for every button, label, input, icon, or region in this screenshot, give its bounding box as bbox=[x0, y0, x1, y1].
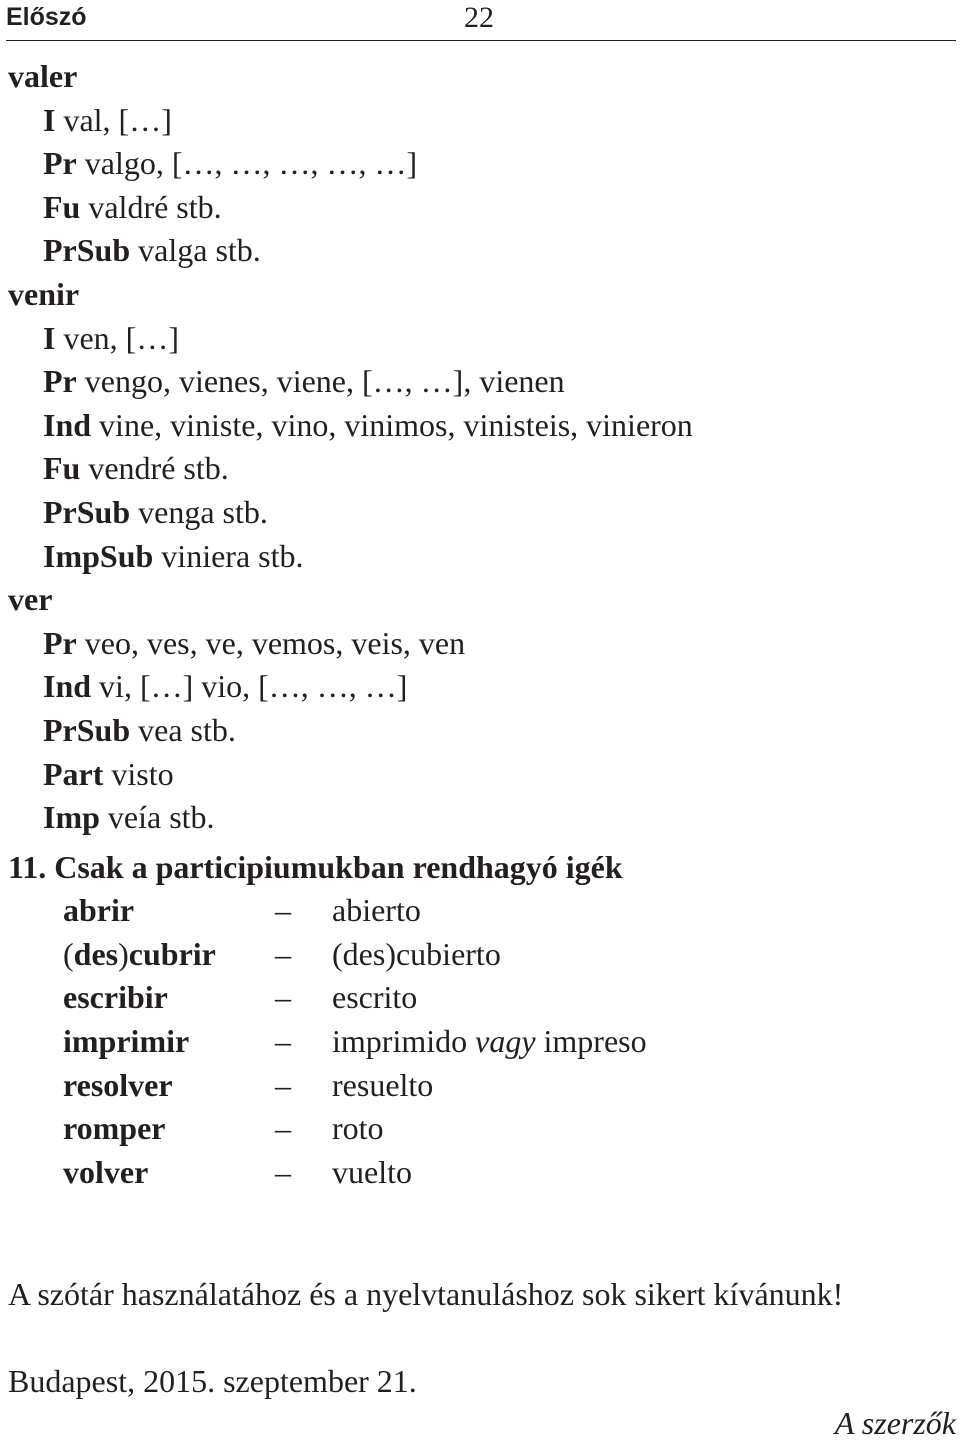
verb-form bbox=[8, 796, 958, 840]
participle: (des)cubierto bbox=[332, 935, 501, 972]
dash: – bbox=[275, 935, 291, 972]
dash: – bbox=[275, 1023, 291, 1060]
form-text: veía stb. bbox=[107, 799, 215, 836]
form-tag: Pr bbox=[43, 145, 77, 182]
section-heading bbox=[8, 846, 958, 890]
verb-form bbox=[8, 535, 958, 579]
form-text: vea stb. bbox=[138, 711, 236, 748]
participle-alt: impreso bbox=[543, 1023, 647, 1060]
form-text: vengo, vienes, viene, […, …], vienen bbox=[84, 363, 565, 400]
participle-row bbox=[8, 1020, 958, 1064]
verb-form bbox=[8, 99, 958, 143]
participle-main: imprimido bbox=[332, 1023, 468, 1060]
verb-lemma-ver: ver bbox=[8, 581, 53, 618]
form-tag: Fu bbox=[43, 188, 81, 225]
form-tag: Imp bbox=[43, 799, 100, 836]
form-text: valgo, […, …, …, …, …] bbox=[84, 145, 418, 182]
verb-form bbox=[8, 709, 958, 753]
form-text: viniera stb. bbox=[161, 537, 304, 574]
participle: abierto bbox=[332, 892, 421, 929]
infinitive-stem: cubrir bbox=[128, 935, 216, 972]
participle bbox=[332, 1020, 647, 1064]
infinitive: escribir bbox=[63, 979, 168, 1016]
infinitive-prefix: des bbox=[73, 935, 119, 972]
form-tag: Ind bbox=[43, 406, 92, 443]
infinitive: imprimir bbox=[63, 1023, 190, 1060]
form-text: vine, viniste, vino, vinimos, vinisteis, vinieron bbox=[99, 406, 693, 443]
form-tag: Pr bbox=[43, 363, 77, 400]
verb-form bbox=[8, 142, 958, 186]
form-tag: Ind bbox=[43, 668, 92, 705]
infinitive: (des)cubrir bbox=[63, 935, 216, 972]
participle: resuelto bbox=[332, 1066, 434, 1103]
participle-row bbox=[8, 1107, 958, 1151]
dash: – bbox=[275, 1110, 291, 1147]
verb-form bbox=[8, 229, 958, 273]
participle-row bbox=[8, 889, 958, 933]
verb-form bbox=[8, 317, 958, 361]
form-tag: I bbox=[43, 319, 56, 356]
or-word: vagy bbox=[475, 1023, 536, 1060]
form-tag: PrSub bbox=[43, 493, 131, 530]
form-text: veo, ves, ve, vemos, veis, ven bbox=[84, 624, 466, 661]
form-text: vendré stb. bbox=[88, 450, 229, 487]
signature: A szerzők bbox=[834, 1405, 956, 1441]
dash: – bbox=[275, 892, 291, 929]
verb-form bbox=[8, 622, 958, 666]
form-text: valdré stb. bbox=[88, 188, 222, 225]
verb-form bbox=[8, 447, 958, 491]
participle-row bbox=[8, 933, 958, 977]
section-title: Előszó bbox=[6, 3, 87, 31]
form-text: val, […] bbox=[63, 101, 172, 138]
verb-lemma-valer: valer bbox=[8, 58, 78, 94]
closing-wish: A szótár használatához és a nyelvtanuláshoz sok sikert kívánunk! bbox=[8, 1276, 844, 1312]
running-header bbox=[6, 0, 956, 41]
form-text: valga stb. bbox=[138, 232, 261, 269]
infinitive: romper bbox=[63, 1110, 166, 1147]
participle: vuelto bbox=[332, 1153, 412, 1190]
participle: escrito bbox=[332, 979, 418, 1016]
participle-row bbox=[8, 1151, 958, 1195]
participle-row bbox=[8, 976, 958, 1020]
page-number: 22 bbox=[464, 1, 494, 34]
place-date: Budapest, 2015. szeptember 21. bbox=[8, 1363, 417, 1399]
dash: – bbox=[275, 1153, 291, 1190]
infinitive: volver bbox=[63, 1153, 149, 1190]
form-tag: PrSub bbox=[43, 711, 131, 748]
form-text: venga stb. bbox=[138, 493, 268, 530]
infinitive: resolver bbox=[63, 1066, 173, 1103]
participle-row bbox=[8, 1064, 958, 1108]
verb-form bbox=[8, 186, 958, 230]
form-tag: I bbox=[43, 101, 56, 138]
verb-form bbox=[8, 360, 958, 404]
section-title-text: Csak a participiumukban rendhagyó igék bbox=[54, 848, 623, 885]
verb-lemma-venir: venir bbox=[8, 275, 80, 312]
participle: roto bbox=[332, 1110, 384, 1147]
dash: – bbox=[275, 979, 291, 1016]
verb-form bbox=[8, 753, 958, 797]
form-text: visto bbox=[111, 755, 174, 792]
form-text: ven, […] bbox=[63, 319, 179, 356]
form-text: vi, […] vio, […, …, …] bbox=[99, 668, 408, 705]
dash: – bbox=[275, 1066, 291, 1103]
verb-form bbox=[8, 404, 958, 448]
form-tag: Fu bbox=[43, 450, 81, 487]
infinitive: abrir bbox=[63, 892, 135, 929]
form-tag: ImpSub bbox=[43, 537, 154, 574]
verb-form bbox=[8, 491, 958, 535]
form-tag: Pr bbox=[43, 624, 77, 661]
page-body bbox=[8, 55, 958, 1194]
section-number: 11. bbox=[8, 848, 47, 885]
form-tag: Part bbox=[43, 755, 104, 792]
form-tag: PrSub bbox=[43, 232, 131, 269]
verb-form bbox=[8, 665, 958, 709]
